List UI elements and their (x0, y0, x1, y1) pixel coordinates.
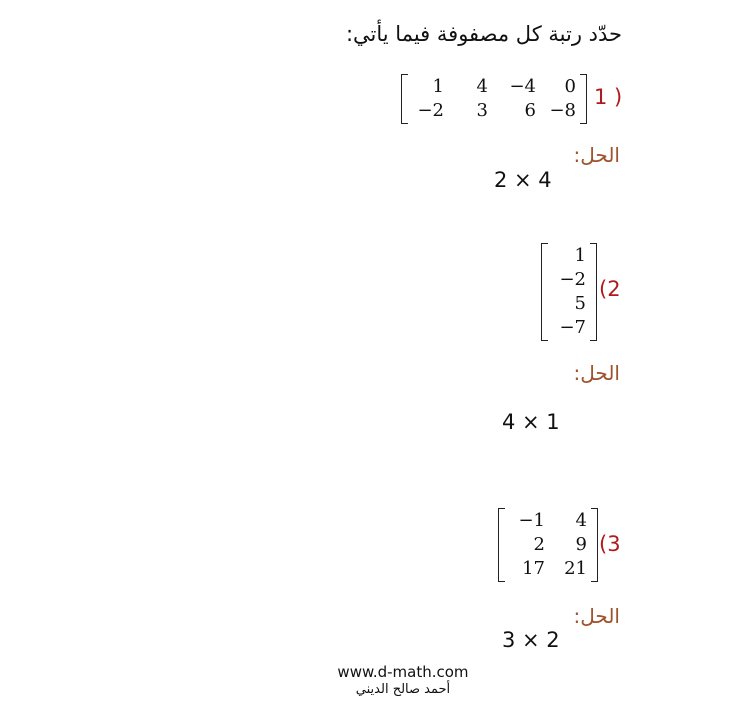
matrix-cell: 17 (522, 558, 545, 579)
matrix-right-bracket (590, 243, 597, 341)
solution-label-2: الحل: (573, 361, 620, 385)
problem-2-number: (2 (599, 277, 621, 301)
matrix-cell: 1 (574, 245, 586, 266)
matrix-left-bracket (498, 508, 505, 582)
matrix-cell: 3 (476, 100, 488, 121)
answer-3: 3 × 2 (502, 628, 560, 652)
matrix-cell: 21 (564, 558, 587, 579)
matrix-body (505, 508, 591, 582)
matrix-cell: −7 (559, 317, 586, 338)
matrix-cell: 6 (524, 100, 536, 121)
footer-url: www.d-math.com (337, 663, 469, 681)
matrix-cell: 4 (575, 510, 587, 531)
matrix-cell: −2 (559, 269, 586, 290)
footer-author: أحمد صالح الديني (355, 682, 451, 697)
matrix-cell: 4 (476, 76, 488, 97)
matrix-body (548, 243, 590, 341)
answer-1: 2 × 4 (494, 168, 552, 192)
solution-label-1: الحل: (573, 143, 620, 167)
matrix-cell: 5 (574, 293, 586, 314)
problem-3-number: (3 (599, 532, 621, 556)
matrix-cell: −2 (417, 100, 444, 121)
solution-label-3: الحل: (573, 604, 620, 628)
matrix-3 (498, 508, 598, 582)
matrix-cell: −4 (509, 76, 536, 97)
matrix-cell: −1 (518, 510, 545, 531)
matrix-cell: −8 (549, 100, 576, 121)
matrix-right-bracket (580, 74, 587, 124)
matrix-1 (401, 74, 587, 124)
matrix-cell: 0 (564, 76, 576, 97)
matrix-left-bracket (541, 243, 548, 341)
answer-2: 4 × 1 (502, 410, 560, 434)
matrix-cell: 2 (533, 534, 545, 555)
matrix-cell: 1 (432, 76, 444, 97)
matrix-body (408, 74, 580, 124)
matrix-cell: 9 (575, 534, 587, 555)
problem-1-number: 1 ) (594, 85, 623, 109)
matrix-2 (541, 243, 597, 341)
page-title: حدّد رتبة كل مصفوفة فيما يأتي: (345, 22, 622, 46)
matrix-right-bracket (591, 508, 598, 582)
matrix-left-bracket (401, 74, 408, 124)
